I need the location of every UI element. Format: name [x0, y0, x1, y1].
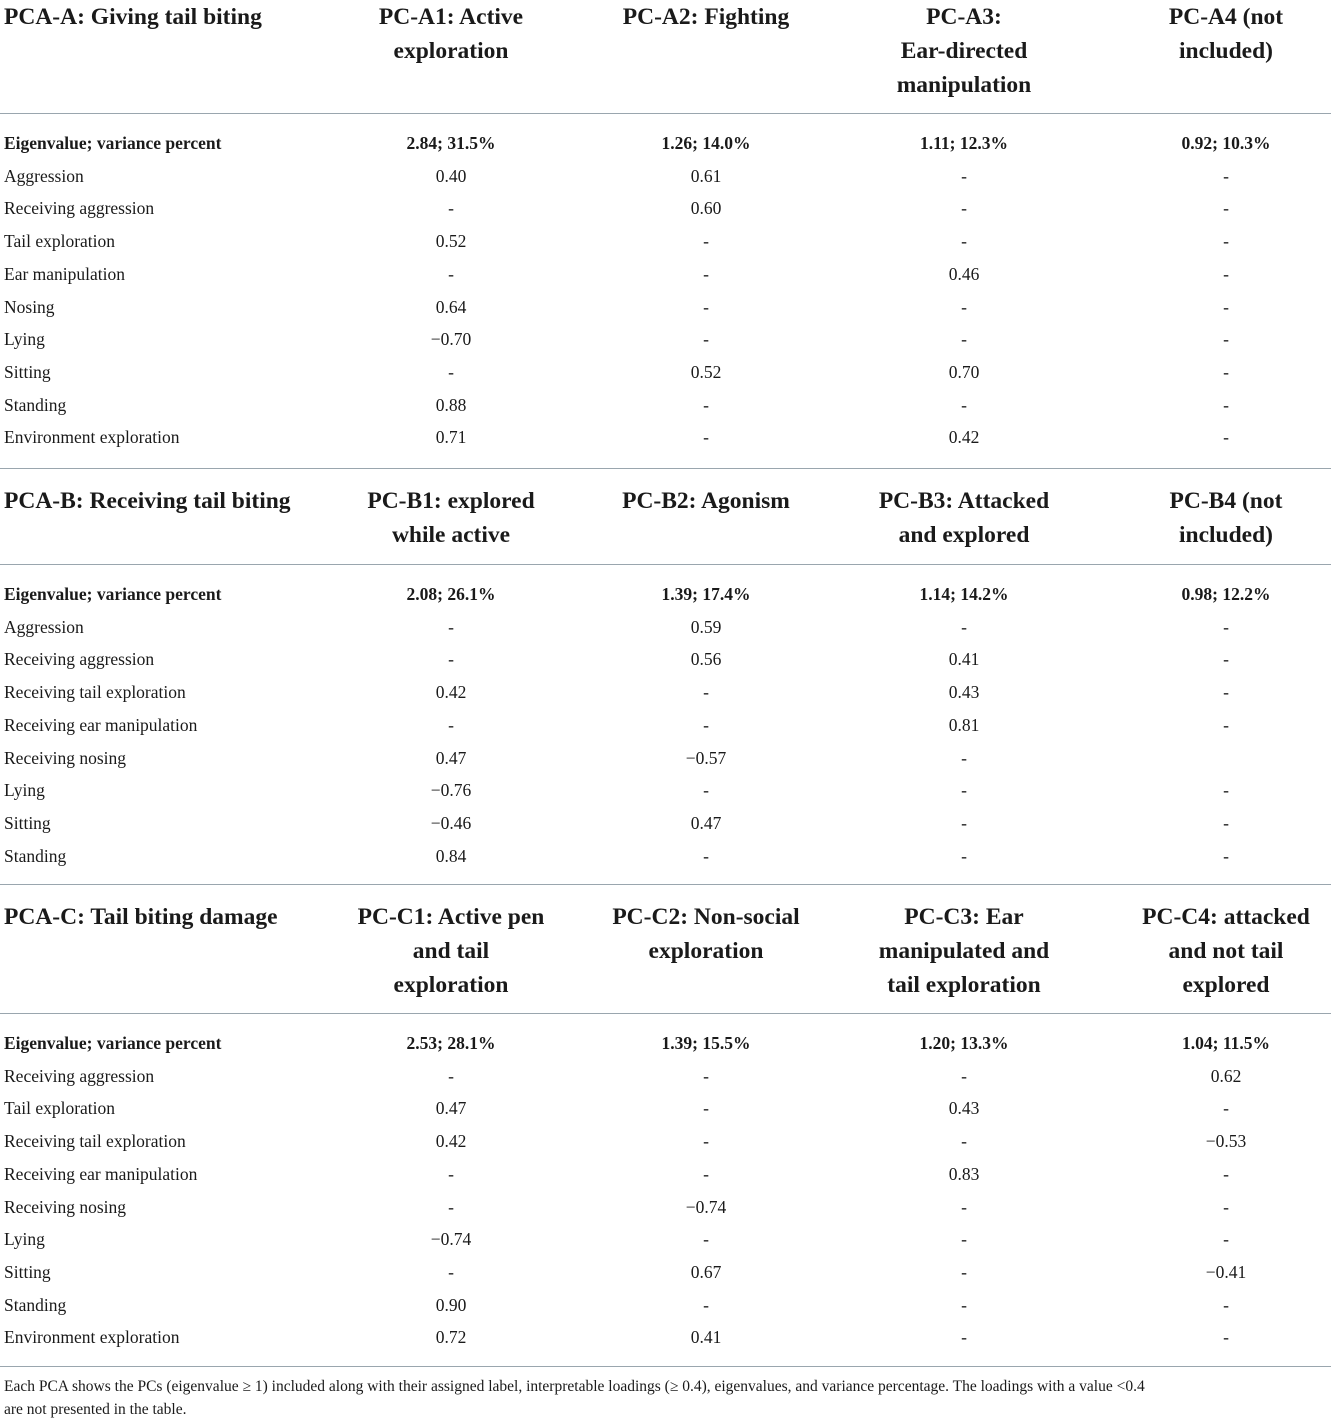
row-label: Sitting — [4, 812, 51, 833]
loading-value: - — [1223, 1327, 1229, 1348]
row-label: Standing — [4, 1294, 67, 1315]
loading-value: - — [961, 1294, 967, 1315]
pc-header-line: PC-B2: Agonism — [622, 488, 790, 514]
loading-value: - — [961, 231, 967, 252]
loading-value: 0.42 — [948, 427, 980, 448]
pc-header-line: PC-A1: Active — [378, 4, 524, 30]
loading-value: −0.74 — [430, 1229, 472, 1250]
row-label: Nosing — [4, 296, 55, 317]
pc-column-header — [580, 484, 832, 518]
loading-value: - — [961, 747, 967, 768]
row-label: Aggression — [4, 165, 84, 186]
loading-value: - — [703, 427, 709, 448]
header-rule — [0, 564, 1331, 565]
table-row — [0, 356, 1331, 389]
loading-value: - — [703, 780, 709, 801]
loading-value: 0.40 — [435, 165, 467, 186]
header-rule — [0, 113, 1331, 114]
row-label: Eigenvalue; variance percent — [4, 133, 222, 153]
loading-value: - — [703, 1065, 709, 1086]
row-label: Tail exploration — [4, 1098, 116, 1119]
table-row — [0, 807, 1331, 840]
loading-value: 0.42 — [435, 682, 467, 703]
loading-value: - — [448, 198, 454, 219]
loading-value: −0.57 — [685, 747, 727, 768]
table-row — [0, 258, 1331, 291]
loading-value: - — [961, 1261, 967, 1282]
table-row — [0, 1125, 1331, 1158]
pca-section — [0, 484, 1331, 866]
loading-value: - — [1223, 165, 1229, 186]
loading-value: 2.84; 31.5% — [406, 133, 496, 153]
loading-value: - — [961, 1327, 967, 1348]
loading-value: 0.52 — [435, 231, 467, 252]
loading-value: - — [961, 1196, 967, 1217]
loading-value: - — [1223, 1294, 1229, 1315]
row-label: Aggression — [4, 616, 84, 637]
table-row — [0, 160, 1331, 193]
loading-value: 0.67 — [690, 1261, 722, 1282]
loading-value: 0.83 — [948, 1163, 980, 1184]
footnote-line: are not presented in the table. — [4, 1401, 187, 1418]
loading-value: - — [448, 616, 454, 637]
loading-value: 0.47 — [435, 1098, 467, 1119]
row-label: Sitting — [4, 1261, 51, 1282]
row-label: Receiving nosing — [4, 747, 126, 768]
loading-value: - — [703, 394, 709, 415]
row-label: Receiving aggression — [4, 649, 155, 670]
loading-value: - — [703, 1098, 709, 1119]
loading-value: 0.62 — [1210, 1065, 1242, 1086]
loading-value: - — [1223, 296, 1229, 317]
pca-section — [0, 0, 1331, 448]
loading-value: 0.43 — [948, 1098, 980, 1119]
table-row — [0, 1321, 1331, 1354]
pc-column-header — [325, 0, 577, 68]
table-row — [0, 709, 1331, 742]
table-row — [0, 578, 1331, 611]
row-label: Lying — [4, 329, 45, 350]
pc-header-line: PC-A4 (not — [1168, 4, 1284, 30]
loading-value: 0.41 — [948, 649, 980, 670]
row-label: Eigenvalue; variance percent — [4, 1033, 222, 1053]
pc-header-line: PC-A3: — [926, 4, 1002, 30]
table-row — [0, 1060, 1331, 1093]
loading-value: - — [1223, 427, 1229, 448]
row-label: Receiving tail exploration — [4, 1131, 186, 1152]
loading-value: - — [703, 231, 709, 252]
table-row — [0, 389, 1331, 422]
pc-header-line: PC-C2: Non-social — [612, 904, 800, 930]
loading-value: - — [703, 1131, 709, 1152]
loading-value: - — [1223, 1098, 1229, 1119]
loading-value: 0.61 — [690, 165, 722, 186]
loading-value: −0.74 — [685, 1196, 727, 1217]
row-label: Sitting — [4, 361, 51, 382]
table-row — [0, 421, 1331, 454]
loading-value: - — [1223, 198, 1229, 219]
loading-value: 1.14; 14.2% — [919, 584, 1009, 604]
table-bottom-rule — [0, 1366, 1331, 1367]
table-row — [0, 1158, 1331, 1191]
pc-header-line: PC-B4 (not — [1169, 488, 1283, 514]
loading-value: −0.76 — [430, 780, 472, 801]
loading-value: 0.46 — [948, 263, 980, 284]
table-row — [0, 1223, 1331, 1256]
section-divider — [0, 468, 1331, 469]
loading-value: - — [961, 198, 967, 219]
pc-header-line: manipulated and — [878, 938, 1050, 964]
loading-value: 0.71 — [435, 427, 467, 448]
loading-value: −0.53 — [1205, 1131, 1247, 1152]
pc-column-header — [325, 900, 577, 1002]
loading-value: - — [1223, 263, 1229, 284]
row-label: Lying — [4, 780, 45, 801]
pc-header-line: PC-C4: attacked — [1142, 904, 1310, 930]
loading-value: - — [1223, 329, 1229, 350]
row-label: Receiving nosing — [4, 1196, 126, 1217]
row-label: Ear manipulation — [4, 263, 126, 284]
loading-value: - — [448, 714, 454, 735]
pc-column-header — [580, 0, 832, 34]
loading-value: - — [703, 845, 709, 866]
loading-value: - — [1223, 616, 1229, 637]
table-footnote — [4, 1375, 1328, 1421]
loading-value: - — [703, 1163, 709, 1184]
loading-value: - — [703, 263, 709, 284]
loading-value: −0.70 — [430, 329, 472, 350]
loading-value: 0.60 — [690, 198, 722, 219]
pc-header-line: and not tail — [1168, 938, 1284, 964]
section-header-row — [0, 900, 1331, 1013]
loading-value: 0.47 — [690, 812, 722, 833]
loading-value: - — [703, 1294, 709, 1315]
loading-value: 0.59 — [690, 616, 722, 637]
pc-header-line: Ear-directed — [900, 38, 1028, 64]
loading-value: - — [1223, 1163, 1229, 1184]
row-label: Tail exploration — [4, 231, 116, 252]
table-row — [0, 774, 1331, 807]
loading-value: −0.41 — [1205, 1261, 1247, 1282]
table-row — [0, 611, 1331, 644]
loading-value: - — [1223, 361, 1229, 382]
table-row — [0, 742, 1331, 775]
loading-value: - — [703, 682, 709, 703]
loading-value: 0.56 — [690, 649, 722, 670]
loading-value: 0.88 — [435, 394, 467, 415]
loading-value: - — [1223, 1196, 1229, 1217]
loading-value: - — [961, 1065, 967, 1086]
pc-column-header — [838, 0, 1090, 102]
loading-value: - — [1223, 649, 1229, 670]
pc-header-line: tail exploration — [887, 972, 1041, 998]
loading-value: 1.04; 11.5% — [1182, 1033, 1270, 1053]
loading-value: - — [703, 329, 709, 350]
loading-value: - — [1223, 812, 1229, 833]
table-row — [0, 676, 1331, 709]
loading-value: - — [1223, 682, 1229, 703]
row-label: Environment exploration — [4, 1327, 180, 1348]
pc-column-header — [838, 484, 1090, 552]
loading-value: - — [961, 780, 967, 801]
loading-value: - — [448, 1261, 454, 1282]
loading-value: 1.39; 17.4% — [661, 584, 751, 604]
row-label: Receiving ear manipulation — [4, 714, 198, 735]
loading-value: - — [961, 812, 967, 833]
table-row — [0, 840, 1331, 873]
loading-value: 1.26; 14.0% — [661, 133, 751, 153]
table-row — [0, 1092, 1331, 1125]
loading-value: 1.11; 12.3% — [920, 133, 1008, 153]
pc-header-line: while active — [391, 522, 511, 548]
pc-column-header — [325, 484, 577, 552]
section-divider — [0, 884, 1331, 885]
pc-header-line: explored — [1182, 972, 1270, 998]
loading-value: - — [961, 845, 967, 866]
pc-header-line: included) — [1178, 38, 1274, 64]
loading-value: - — [961, 296, 967, 317]
loading-value: 1.20; 13.3% — [919, 1033, 1009, 1053]
row-label: Receiving ear manipulation — [4, 1163, 198, 1184]
pc-header-line: exploration — [648, 938, 764, 964]
loading-value: 0.72 — [435, 1327, 467, 1348]
pc-header-line: exploration — [393, 972, 509, 998]
pc-column-header — [1100, 900, 1331, 1002]
pc-header-line: and explored — [898, 522, 1030, 548]
loading-value: 1.39; 15.5% — [661, 1033, 751, 1053]
loading-value: 0.41 — [690, 1327, 722, 1348]
table-row — [0, 1191, 1331, 1224]
footnote-line: Each PCA shows the PCs (eigenvalue ≥ 1) included along with their assigned label, interpretable loadings (≥ 0.4), eigenvalues, and variance percentage. The loadings with a value <0.4 — [4, 1378, 1145, 1395]
loading-value: −0.46 — [430, 812, 472, 833]
table-row — [0, 127, 1331, 160]
loading-value: - — [1223, 714, 1229, 735]
loading-value: - — [448, 1065, 454, 1086]
loading-value: 0.52 — [690, 361, 722, 382]
section-title: PCA-A: Giving tail biting — [4, 4, 262, 30]
table-row — [0, 225, 1331, 258]
pc-header-line: PC-A2: Fighting — [622, 4, 790, 30]
loading-value: - — [703, 296, 709, 317]
pc-header-line: PC-C1: Active pen — [357, 904, 545, 930]
loading-value: - — [961, 165, 967, 186]
row-label: Standing — [4, 394, 67, 415]
loading-value: 0.90 — [435, 1294, 467, 1315]
pc-header-line: PC-C3: Ear — [904, 904, 1024, 930]
loading-value: 0.70 — [948, 361, 980, 382]
pc-header-line: exploration — [393, 38, 509, 64]
loading-value: 0.84 — [435, 845, 467, 866]
table-row — [0, 643, 1331, 676]
table-row — [0, 291, 1331, 324]
pc-header-line: and tail — [412, 938, 490, 964]
table-row — [0, 1256, 1331, 1289]
section-title: PCA-B: Receiving tail biting — [4, 488, 291, 514]
loading-value: - — [448, 649, 454, 670]
row-label: Environment exploration — [4, 427, 180, 448]
loading-value: - — [703, 714, 709, 735]
table-row — [0, 1027, 1331, 1060]
row-label: Receiving aggression — [4, 1065, 155, 1086]
loading-value: - — [1223, 780, 1229, 801]
loading-value: - — [448, 361, 454, 382]
section-header-row — [0, 0, 1331, 113]
row-label: Eigenvalue; variance percent — [4, 584, 222, 604]
pc-header-line: PC-B1: explored — [367, 488, 535, 514]
loading-value: - — [961, 616, 967, 637]
loading-value: 0.43 — [948, 682, 980, 703]
row-label: Lying — [4, 1229, 45, 1250]
loading-value: 0.81 — [948, 714, 980, 735]
loading-value: 2.08; 26.1% — [406, 584, 496, 604]
loading-value: - — [961, 329, 967, 350]
pc-column-header — [1100, 484, 1331, 552]
section-title: PCA-C: Tail biting damage — [4, 904, 278, 930]
loading-value: - — [1223, 394, 1229, 415]
loading-value: - — [1223, 845, 1229, 866]
loading-value: - — [961, 394, 967, 415]
table-row — [0, 192, 1331, 225]
pc-header-line: PC-B3: Attacked — [878, 488, 1050, 514]
loading-value: - — [448, 1163, 454, 1184]
loading-value: 0.98; 12.2% — [1181, 584, 1271, 604]
loading-value: 0.47 — [435, 747, 467, 768]
loading-value: - — [1223, 1229, 1229, 1250]
row-label: Standing — [4, 845, 67, 866]
loading-value: 0.64 — [435, 296, 467, 317]
loading-value: 2.53; 28.1% — [406, 1033, 496, 1053]
pc-column-header — [838, 900, 1090, 1002]
pc-column-header — [580, 900, 832, 968]
table-row — [0, 323, 1331, 356]
loading-value: - — [448, 1196, 454, 1217]
loading-value: 0.92; 10.3% — [1181, 133, 1271, 153]
pc-header-line: included) — [1178, 522, 1274, 548]
loading-value: 0.42 — [435, 1131, 467, 1152]
row-label: Receiving aggression — [4, 198, 155, 219]
loading-value: - — [961, 1131, 967, 1152]
loading-value: - — [1223, 231, 1229, 252]
row-label: Receiving tail exploration — [4, 682, 186, 703]
loading-value: - — [448, 263, 454, 284]
loading-value: - — [961, 1229, 967, 1250]
section-header-row — [0, 484, 1331, 564]
pc-column-header — [1100, 0, 1331, 68]
header-rule — [0, 1013, 1331, 1014]
pca-section — [0, 900, 1331, 1348]
pc-header-line: manipulation — [896, 72, 1032, 98]
loading-value: - — [703, 1229, 709, 1250]
table-row — [0, 1289, 1331, 1322]
